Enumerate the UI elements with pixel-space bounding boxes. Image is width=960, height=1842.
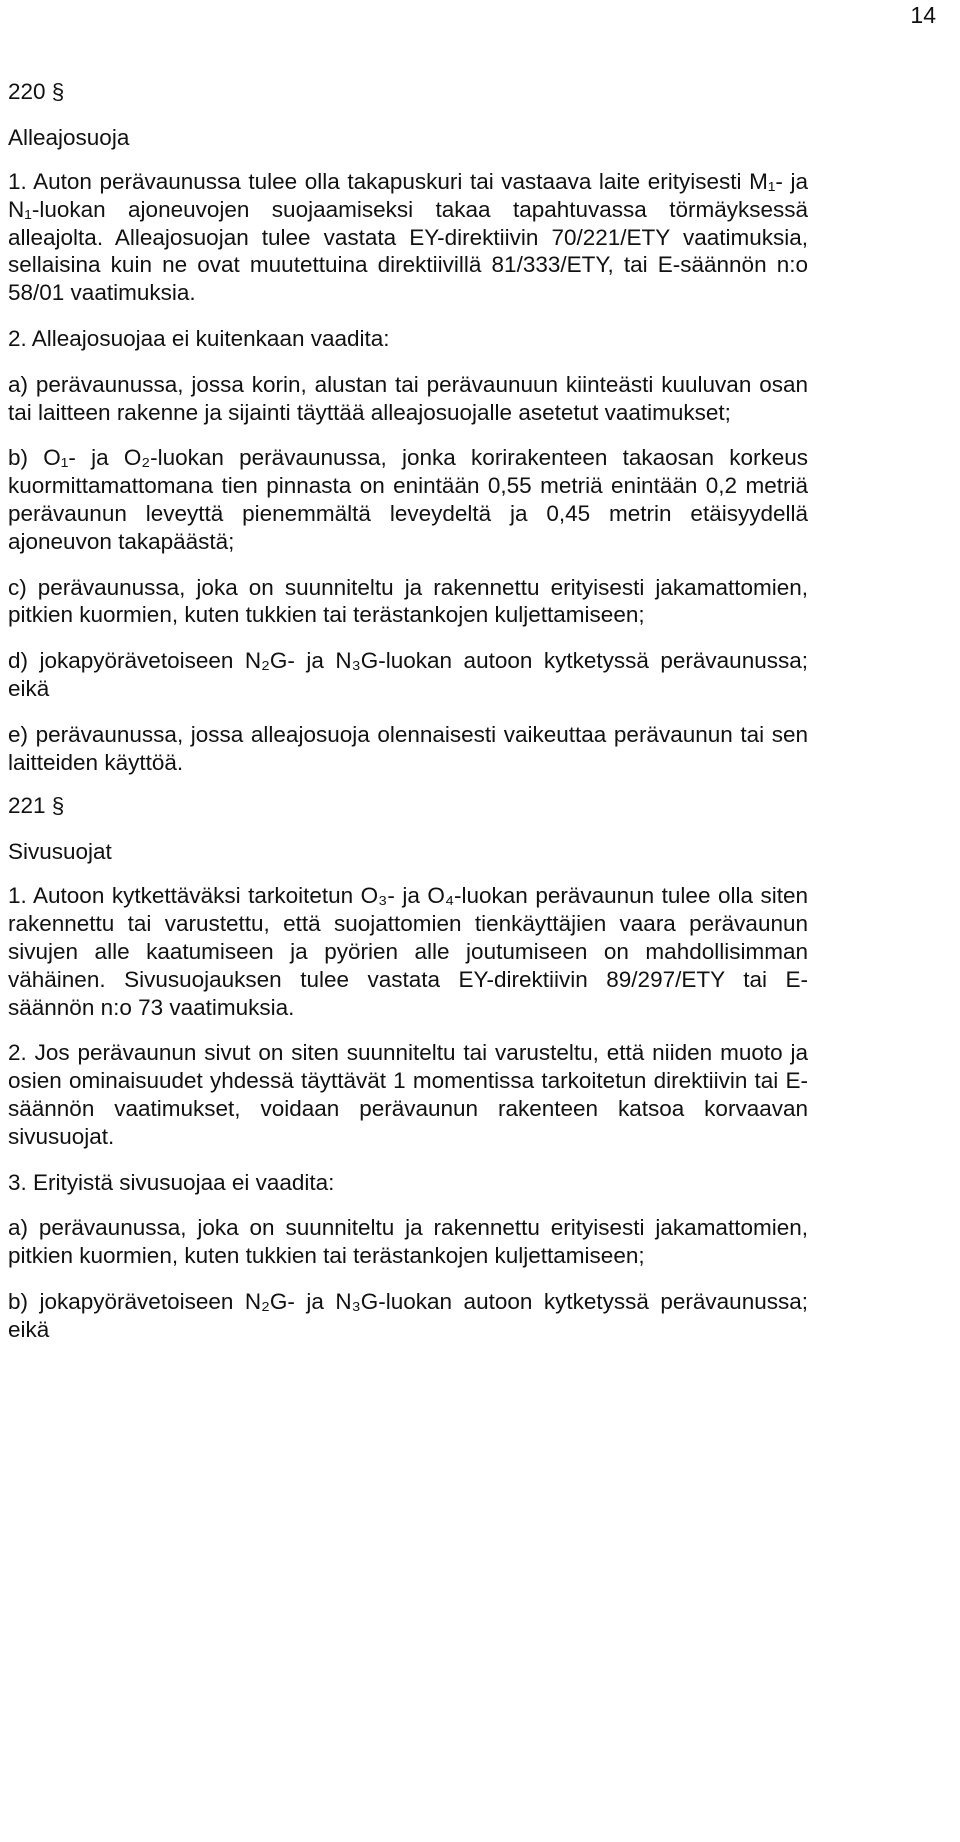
paragraph: 1. Autoon kytkettäväksi tarkoitetun O₃- ja O₄-luokan perävaunun tulee olla siten rakennettu tai varustettu, että suojattomien tienkäyttäjien vaara perävaunun sivujen alle kaatumiseen ja pyörien alle joutumiseen on mahdollisimman vähäinen. Sivusuojauksen tulee vastata EY-direktiivin 89/297/ETY tai E-säännön n:o 73 vaatimuksia. bbox=[8, 883, 808, 1020]
section-220 bbox=[8, 78, 808, 776]
paragraph: 1. Auton perävaunussa tulee olla takapuskuri tai vastaava laite erityisesti M₁- ja N₁-luokan ajoneuvojen suojaamiseksi takaa tapahtuvassa törmäyksessä alleajolta. Alleajosuojan tulee vastata EY-direktiivin 70/221/ETY vaatimuksia, sellaisina kuin ne ovat muutettuina direktiivillä 81/333/ETY, tai E-säännön n:o 58/01 vaatimuksia. bbox=[8, 169, 808, 306]
paragraph: 3. Erityistä sivusuojaa ei vaadita: bbox=[8, 1169, 335, 1195]
list-item: e) perävaunussa, jossa alleajosuoja olennaisesti vaikeuttaa perävaunun tai sen laitteiden käyttöä. bbox=[8, 721, 808, 775]
list-item: a) perävaunussa, jossa korin, alustan tai perävaunuun kiinteästi kuuluvan osan tai laitteen rakenne ja sijainti täyttää alleajosuojalle asetetut vaatimukset; bbox=[8, 371, 808, 425]
section-title: Alleajosuoja bbox=[8, 125, 130, 150]
list-item: b) jokapyörävetoiseen N₂G- ja N₃G-luokan autoon kytketyssä perävaunussa; eikä bbox=[8, 1288, 808, 1342]
section-number: 221 § bbox=[8, 793, 65, 819]
paragraph: 2. Alleajosuojaa ei kuitenkaan vaadita: bbox=[8, 325, 390, 351]
section-number: 220 § bbox=[8, 79, 65, 104]
list-item: d) jokapyörävetoiseen N₂G- ja N₃G-luokan autoon kytketyssä perävaunussa; eikä bbox=[8, 648, 808, 701]
paragraph: 2. Jos perävaunun sivut on siten suunniteltu tai varusteltu, että niiden muoto ja osien ominaisuudet yhdessä täyttävät 1 momentissa tarkoitetun direktiivin tai E-säännön vaatimukset, voidaan perävaunun rakenteen katsoa korvaavan sivusuojat. bbox=[8, 1040, 808, 1149]
list-item: c) perävaunussa, joka on suunniteltu ja rakennettu erityisesti jakamattomien, pitkien kuormien, kuten tukkien tai terästankojen kuljettamiseen; bbox=[8, 574, 808, 628]
section-221 bbox=[8, 792, 808, 1343]
section-title: Sivusuojat bbox=[8, 839, 112, 865]
document-body bbox=[8, 78, 808, 1344]
list-item: b) O₁- ja O₂-luokan perävaunussa, jonka korirakenteen takaosan korkeus kuormittamattomana tien pinnasta on enintään 0,55 metriä enintään 0,2 metriä perävaunun leveyttä pienemmältä leveydeltä ja 0,45 metrin etäisyydellä ajoneuvon takapäästä; bbox=[8, 445, 808, 554]
list-item: a) perävaunussa, joka on suunniteltu ja rakennettu erityisesti jakamattomien, pitkien kuormien, kuten tukkien tai terästankojen kuljettamiseen; bbox=[8, 1215, 808, 1269]
page-number: 14 bbox=[910, 2, 936, 28]
